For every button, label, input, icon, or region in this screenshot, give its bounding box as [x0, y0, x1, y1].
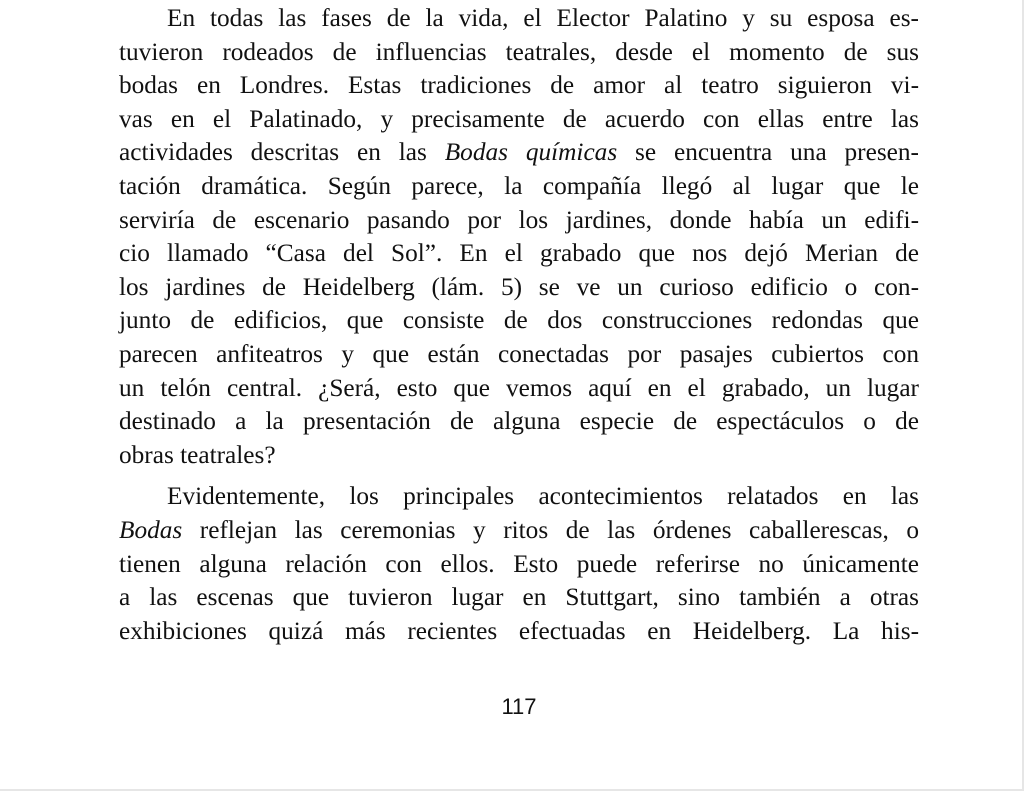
text-line: parecen anfiteatros y que están conectadas por pasajes cubiertos con	[119, 339, 919, 368]
italic-title: Bodas	[119, 515, 183, 544]
text-segment: reflejan las ceremonias y ritos de las órdenes caballerescas, o	[182, 515, 919, 544]
text-line: serviría de escenario pasando por los jardines, donde había un edifi-	[119, 205, 919, 234]
text-line	[119, 514, 919, 548]
text-line: a las escenas que tuvieron lugar en Stuttgart, sino también a otras	[119, 583, 919, 612]
text-line	[119, 136, 919, 170]
text-line: Evidentemente, los principales acontecimientos relatados en las	[167, 482, 919, 511]
text-line: destinado a la presentación de alguna especie de espectáculos o de	[119, 407, 919, 436]
text-line: un telón central. ¿Será, esto que vemos aquí en el grabado, un lugar	[119, 373, 919, 402]
text-line: cio llamado “Casa del Sol”. En el grabado que nos dejó Merian de	[119, 239, 919, 268]
text-line: En todas las fases de la vida, el Elector Palatino y su esposa es-	[167, 4, 919, 32]
text-line: los jardines de Heidelberg (lám. 5) se ve un curioso edificio o con-	[119, 272, 919, 301]
text-line: tación dramática. Según parece, la compañía llegó al lugar que le	[119, 171, 919, 200]
page-number: 117	[501, 694, 537, 719]
text-line: obras teatrales?	[119, 440, 276, 469]
italic-title: Bodas químicas	[444, 138, 618, 167]
text-segment: se encuentra una presen-	[617, 138, 919, 167]
paragraph	[119, 480, 919, 648]
body-text	[119, 2, 919, 648]
text-line: tienen alguna relación con ellos. Esto puede referirse no únicamente	[119, 549, 919, 578]
paragraph-gap	[119, 472, 919, 480]
text-segment: actividades descritas en las	[119, 138, 445, 167]
text-line: tuvieron rodeados de influencias teatrales, desde el momento de sus	[119, 37, 919, 66]
text-line: vas en el Palatinado, y precisamente de acuerdo con ellas entre las	[119, 104, 919, 133]
text-line: junto de edificios, que consiste de dos construcciones redondas que	[119, 306, 919, 335]
paragraph	[119, 2, 919, 472]
text-line: bodas en Londres. Estas tradiciones de amor al teatro siguieron vi-	[119, 71, 919, 100]
text-line: exhibiciones quizá más recientes efectuadas en Heidelberg. La his-	[119, 616, 919, 645]
